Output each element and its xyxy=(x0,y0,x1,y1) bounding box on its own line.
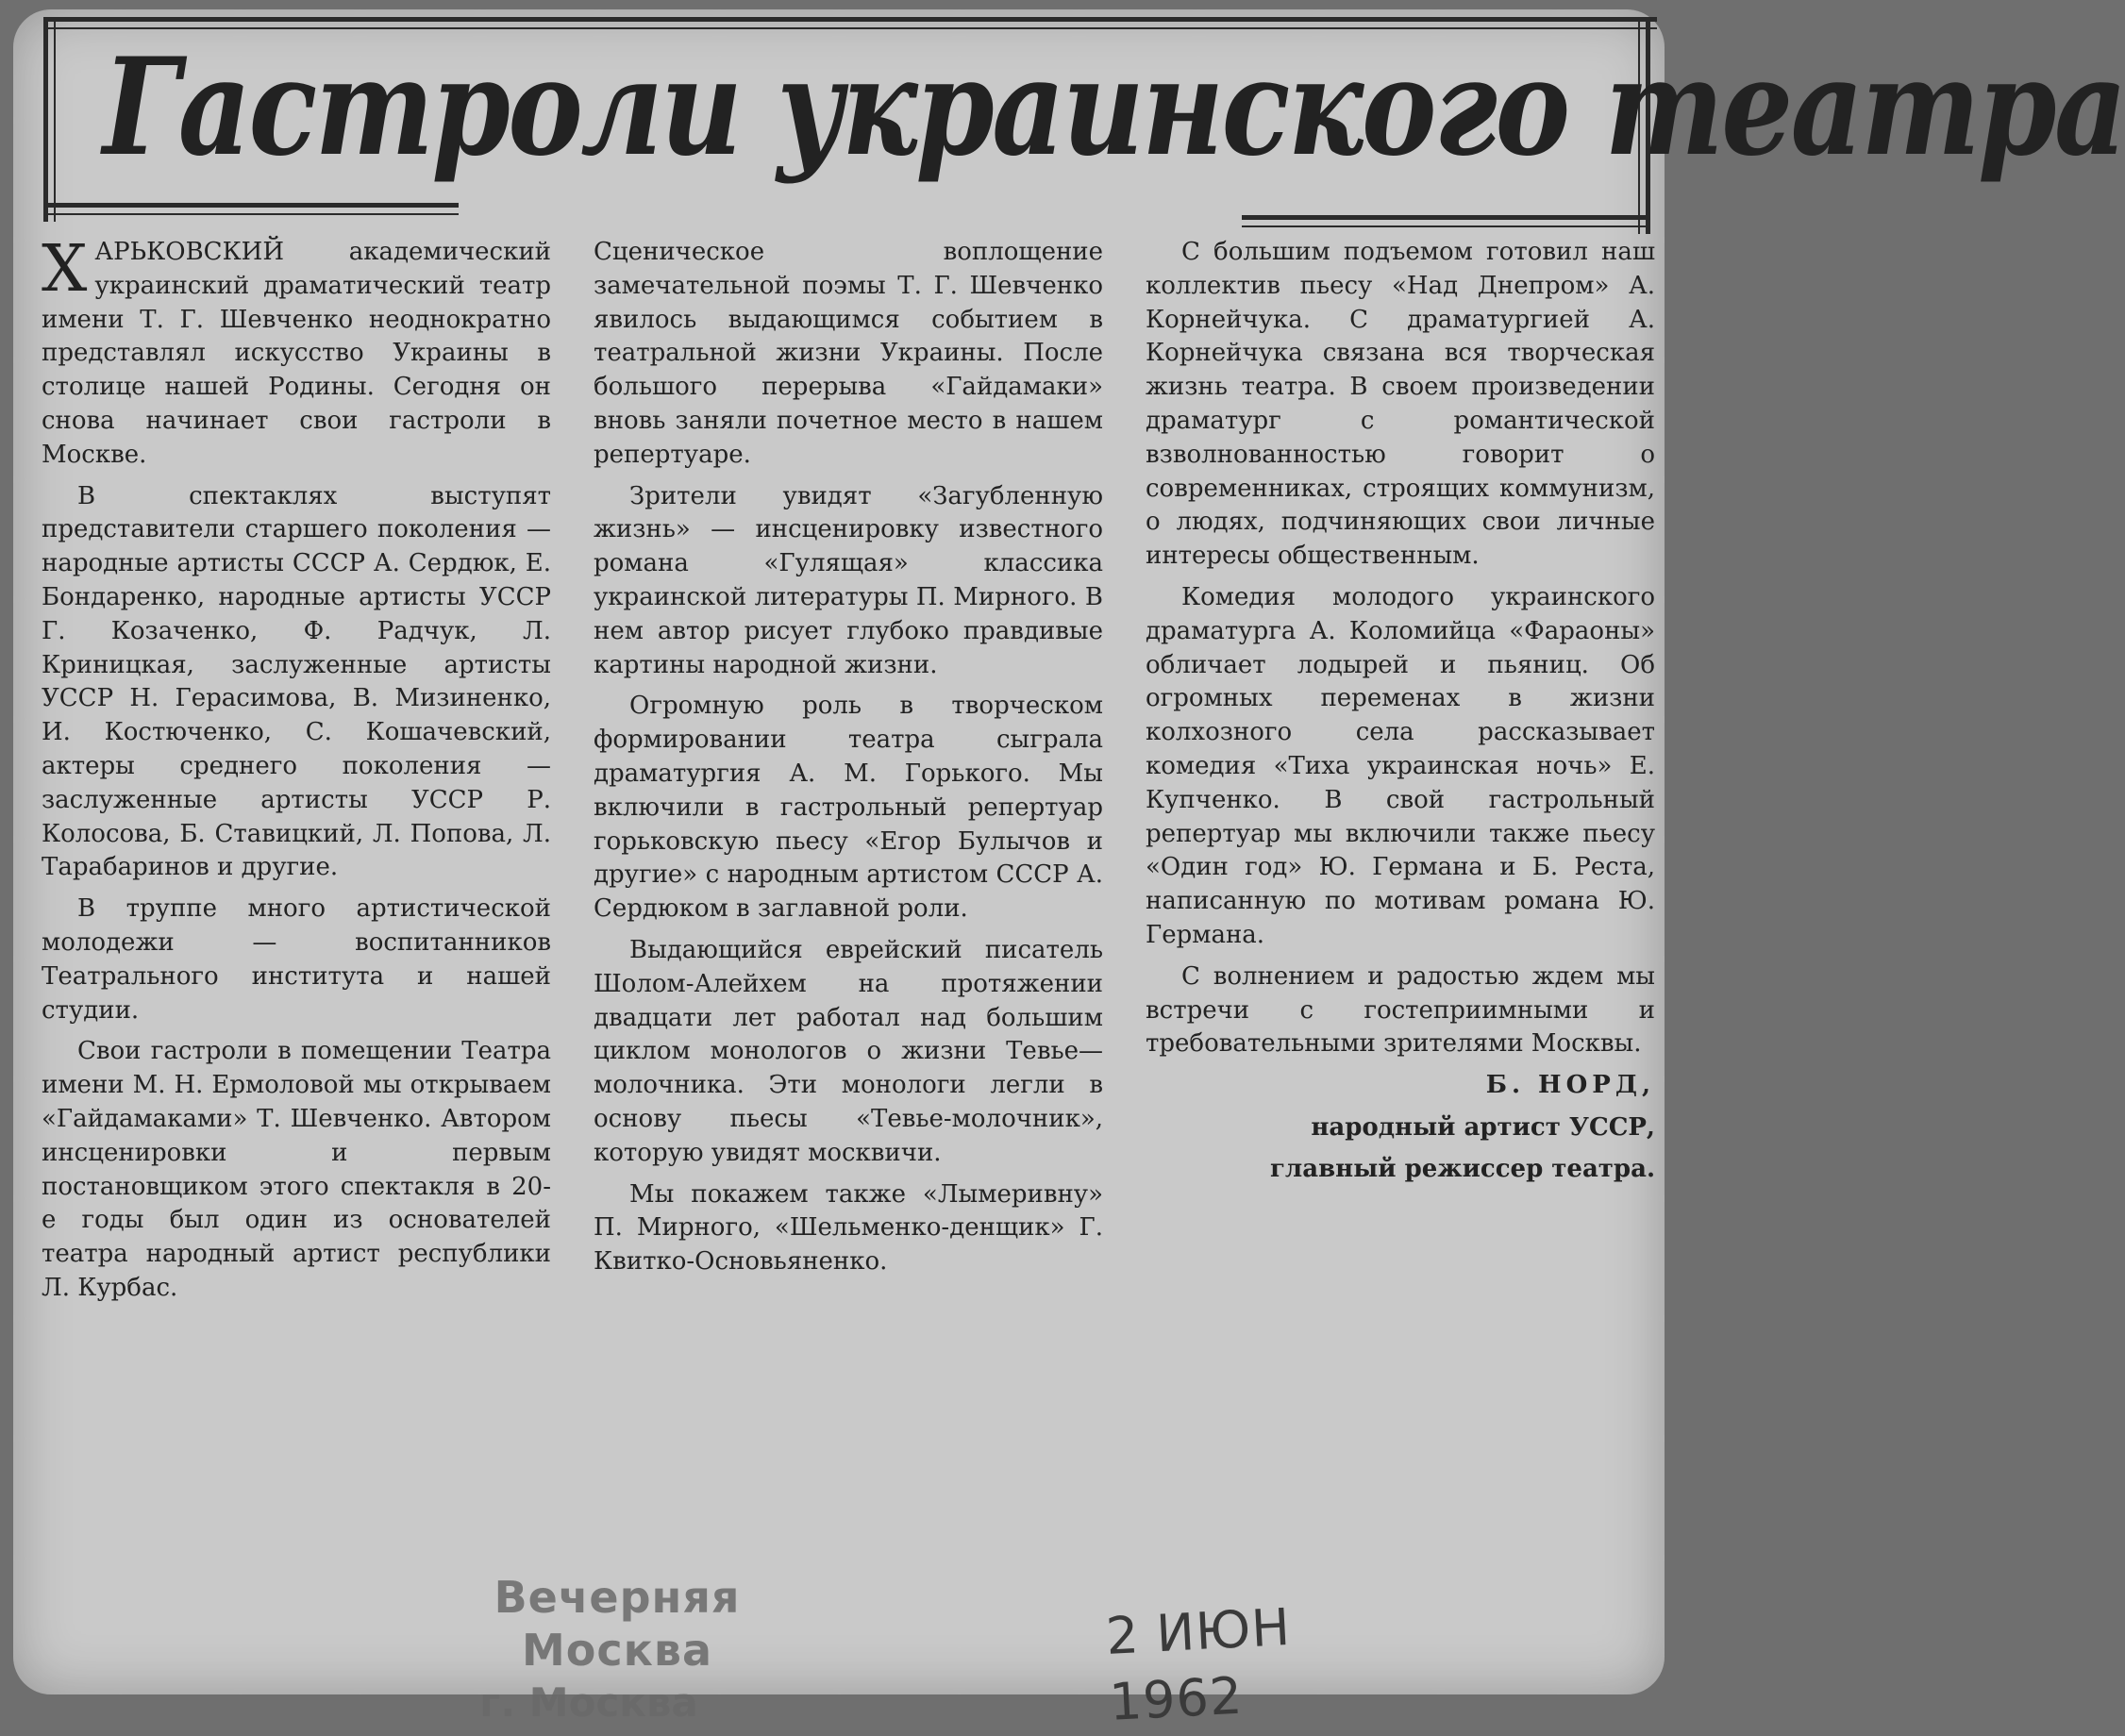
paragraph: Комедия молодого украинского драматурга А. Коломийца «Фараоны» обличает лодырей и пьяниц. Об огромных переменах в жизни колхозного села рассказывает комедия «Тиха украинская ночь» Е. Купченко. В свой гастрольный репертуар мы включили также пьесу «Один год» Ю. Германа и Б. Реста, написанную по мотивам романа Ю. Германа. xyxy=(1146,582,1655,949)
paragraph: Огромную роль в творческом формировании театра сыграла драматургия А. М. Горького. Мы включили в гастрольный репертуар горьковскую пьесу «Егор Булычов и другие» с народным артистом СССР А. Сердюком в заглавной роли. xyxy=(594,692,1103,924)
headline-frame-left xyxy=(43,19,56,222)
headline: Гастроли украинского театра xyxy=(103,29,2125,186)
article-column-3 xyxy=(1146,236,1655,1194)
paragraph: Зрители увидят «Загубленную жизнь» — инсценировку известного романа «Гулящая» классика украинской литературы П. Мирного. В нем автор рисует глубоко правдивые картины народной жизни. xyxy=(594,481,1103,679)
paragraph xyxy=(42,232,551,473)
stamp-newspaper-name: Вечерняя Москва xyxy=(494,1572,741,1676)
paragraph: С большим подъемом готовил наш коллектив пьесу «Над Днепром» А. Корнейчука. С драматургией А. Корнейчука связана вся творческая жизнь театра. В своем произведении драматург с романтической взволнованностью говорит о современниках, строящих коммунизм, о людях, подчиняющих свои личные интересы общественным. xyxy=(1146,238,1655,571)
headline-frame-bottom-right xyxy=(1242,215,1648,227)
author-title-line-1: народный артист УССР, xyxy=(1311,1112,1655,1142)
paragraph: Сценическое воплощение замечательной поэмы Т. Г. Шевченко явилось выдающимся событием в театральной жизни Украины. После большого перерыва «Гайдамаки» вновь заняли почетное место в нашем репертуаре. xyxy=(594,238,1103,469)
drop-cap: Х xyxy=(42,232,88,307)
paragraph: С волнением и радостью ждем мы встречи с гостеприимными и требовательными зрителями Москвы. xyxy=(1146,961,1655,1059)
author-name: Б. НОРД, xyxy=(1485,1071,1655,1100)
paragraph: В труппе много артистической молодежи — воспитанников Театрального института и нашей студии. xyxy=(42,894,551,1025)
stamp-city: г. Москва xyxy=(479,1679,698,1726)
headline-frame-bottom-left xyxy=(43,203,459,215)
article-column-1 xyxy=(42,232,551,1313)
paragraph: В спектаклях выступят представители старшего поколения — народные артисты СССР А. Сердюк, Е. Бондаренко, народные артисты УССР Г. Козаченко, Ф. Радчук, Л. Криницкая, заслуженные артисты УССР Н. Герасимова, В. Мизиненко, И. Костюченко, С. Кошачевский, актеры среднего поколения —заслуженные артисты УССР Р. Колосова, Б. Ставицкий, Л. Попова, Л. Тарабаринов и другие. xyxy=(42,481,551,882)
newspaper-clipping xyxy=(13,9,2125,1732)
article-column-2 xyxy=(594,236,1103,1287)
paragraph: Выдающийся еврейский писатель Шолом-Алейхем на протяжении двадцати лет работал над большим циклом монологов о жизни Тевье—молочника. Эти монологи легли в основу пьесы «Тевье-молочник», которую увидят москвичи. xyxy=(594,935,1103,1167)
paragraph: Мы покажем также «Лымеривну» П. Мирного, «Шельменко-денщик» Г. Квитко-Основьяненко. xyxy=(594,1179,1103,1277)
author-title-line-2: главный режиссер театра. xyxy=(1270,1154,1655,1183)
archive-stamp xyxy=(428,1571,806,1729)
paragraph: Свои гастроли в помещении Театра имени М. Н. Ермоловой мы открываем «Гайдамаками» Т. Шевченко. Автором инсценировки и первым постановщиком этого спектакля в 20-е годы был один из основателей театра народный артист республики Л. Курбас. xyxy=(42,1037,551,1302)
handwritten-date: 2 ИЮН 1962 xyxy=(1104,1596,1293,1732)
paragraph-text: АРЬКОВСКИЙ академический украинский драматический театр имени Т. Г. Шевченко неоднократно представлял искусство Украины в столице нашей Родины. Сегодня он снова начинает свои гастроли в Москве. xyxy=(42,238,551,469)
